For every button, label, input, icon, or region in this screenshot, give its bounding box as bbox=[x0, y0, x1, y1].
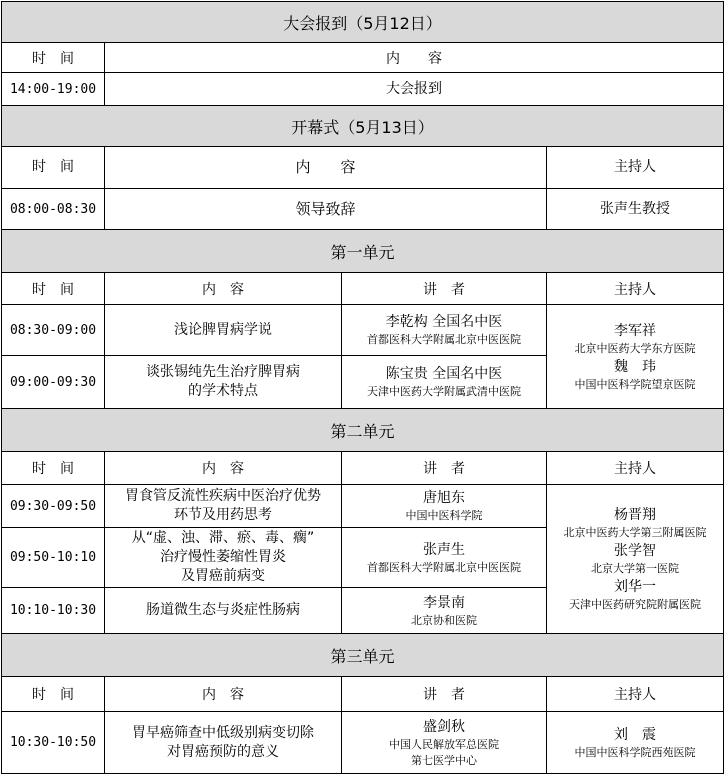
time-cell: 10:30-10:50 bbox=[2, 712, 105, 774]
section-opening-row bbox=[2, 106, 724, 147]
header-content: 内 容 bbox=[105, 452, 342, 485]
header-host: 主持人 bbox=[547, 273, 724, 305]
speaker-name: 李景南 bbox=[423, 594, 465, 611]
host-cell: 张声生教授 bbox=[547, 189, 724, 230]
speaker-cell bbox=[342, 712, 547, 774]
table-row bbox=[2, 305, 724, 356]
time-cell: 09:50-10:10 bbox=[2, 528, 105, 588]
speaker-name: 李乾构 全国名中医 bbox=[385, 314, 503, 330]
host-name: 魏 玮 bbox=[614, 358, 657, 375]
time-cell: 09:00-09:30 bbox=[2, 356, 105, 409]
content-line: 胃早癌筛查中低级别病变切除 bbox=[132, 724, 314, 741]
section-title: 大会报到（5月12日） bbox=[2, 2, 724, 43]
content-cell: 大会报到 bbox=[105, 73, 724, 106]
content-line: 肠道微生态与炎症性肠病 bbox=[146, 602, 300, 618]
speaker-affiliation: 第七医学中心 bbox=[411, 753, 477, 767]
header-content: 内 容 bbox=[105, 677, 342, 712]
table-row bbox=[2, 189, 724, 230]
host-affiliation: 中国中医科学院西苑医院 bbox=[574, 745, 696, 759]
host-affiliation: 北京中医药大学第三附属医院 bbox=[563, 526, 707, 539]
header-speaker: 讲 者 bbox=[342, 677, 547, 712]
speaker-cell bbox=[342, 588, 547, 634]
content-line: 及胃癌前病变 bbox=[181, 568, 265, 584]
time-cell: 09:30-09:50 bbox=[2, 485, 105, 528]
table-row bbox=[2, 485, 724, 528]
content-line: 对胃癌预防的意义 bbox=[167, 743, 279, 760]
speaker-name: 唐旭东 bbox=[423, 490, 465, 506]
speaker-affiliation: 中国中医科学院 bbox=[405, 509, 483, 522]
content-line: 的学术特点 bbox=[188, 383, 258, 399]
content-line: 从“虚、浊、滞、瘀、毒、瘸” bbox=[131, 530, 315, 546]
speaker-affiliation: 首都医科大学附属北京中医医院 bbox=[367, 560, 521, 574]
section-title: 第一单元 bbox=[2, 230, 724, 273]
header-content: 内 容 bbox=[105, 43, 724, 73]
speaker-cell bbox=[342, 356, 547, 409]
header-host: 主持人 bbox=[547, 677, 724, 712]
speaker-affiliation: 天津中医药大学附属武清中医院 bbox=[367, 385, 521, 398]
host-cell bbox=[547, 305, 724, 409]
content-line: 治疗慢性萎缩性胃炎 bbox=[160, 549, 286, 565]
content-cell bbox=[105, 528, 342, 588]
header-row bbox=[2, 452, 724, 485]
header-time: 时 间 bbox=[2, 452, 105, 485]
section-unit2-row bbox=[2, 409, 724, 452]
speaker-cell bbox=[342, 528, 547, 588]
content-cell bbox=[105, 588, 342, 634]
speaker-affiliation: 中国人民解放军总医院 bbox=[389, 737, 499, 751]
header-time: 时 间 bbox=[2, 677, 105, 712]
host-name: 杨晋翔 bbox=[614, 507, 657, 523]
header-row bbox=[2, 43, 724, 73]
host-affiliation: 天津中医药研究院附属医院 bbox=[569, 598, 702, 611]
header-host: 主持人 bbox=[547, 147, 724, 189]
content-cell bbox=[105, 305, 342, 356]
table-row bbox=[2, 73, 724, 106]
content-cell bbox=[105, 485, 342, 528]
header-content: 内 容 bbox=[105, 273, 342, 305]
section-registration-row bbox=[2, 2, 724, 43]
host-cell bbox=[547, 712, 724, 774]
host-name: 李军祥 bbox=[614, 322, 657, 339]
host-name: 刘 震 bbox=[614, 726, 657, 743]
speaker-name: 陈宝贵 全国名中医 bbox=[385, 366, 503, 382]
time-cell: 08:30-09:00 bbox=[2, 305, 105, 356]
content-line: 环节及用药思考 bbox=[174, 507, 272, 523]
schedule-table bbox=[1, 1, 724, 774]
time-cell: 08:00-08:30 bbox=[2, 189, 105, 230]
time-cell: 10:10-10:30 bbox=[2, 588, 105, 634]
host-cell bbox=[547, 485, 724, 634]
host-affiliation: 北京大学第一医院 bbox=[591, 562, 680, 575]
section-title: 开幕式（5月13日） bbox=[2, 106, 724, 147]
host-name: 张学智 bbox=[614, 543, 657, 559]
header-time: 时 间 bbox=[2, 147, 105, 189]
content-cell bbox=[105, 356, 342, 409]
header-content: 内 容 bbox=[105, 147, 547, 189]
table-row bbox=[2, 712, 724, 774]
header-row bbox=[2, 273, 724, 305]
section-title: 第二单元 bbox=[2, 409, 724, 452]
header-speaker: 讲 者 bbox=[342, 452, 547, 485]
speaker-cell bbox=[342, 485, 547, 528]
header-speaker: 讲 者 bbox=[342, 273, 547, 305]
section-unit3-row bbox=[2, 634, 724, 677]
header-time: 时 间 bbox=[2, 273, 105, 305]
host-affiliation: 北京中医药大学东方医院 bbox=[574, 341, 696, 355]
speaker-cell bbox=[342, 305, 547, 356]
section-unit1-row bbox=[2, 230, 724, 273]
speaker-affiliation: 首都医科大学附属北京中医医院 bbox=[367, 333, 521, 346]
content-line: 浅论脾胃病学说 bbox=[174, 321, 272, 338]
content-cell bbox=[105, 712, 342, 774]
header-host: 主持人 bbox=[547, 452, 724, 485]
host-affiliation: 中国中医科学院望京医院 bbox=[574, 377, 696, 391]
content-line: 谈张锡纯先生治疗脾胃病 bbox=[146, 364, 300, 380]
host-name: 刘华一 bbox=[614, 579, 657, 595]
header-row bbox=[2, 677, 724, 712]
content-cell: 领导致辞 bbox=[105, 189, 547, 230]
speaker-affiliation: 北京协和医院 bbox=[411, 613, 477, 627]
speaker-name: 盛剑秋 bbox=[423, 718, 465, 735]
time-cell: 14:00-19:00 bbox=[2, 73, 105, 106]
content-line: 胃食管反流性疾病中医治疗优势 bbox=[125, 488, 321, 504]
header-row bbox=[2, 147, 724, 189]
section-title: 第三单元 bbox=[2, 634, 724, 677]
header-time: 时 间 bbox=[2, 43, 105, 73]
speaker-name: 张声生 bbox=[423, 541, 465, 558]
